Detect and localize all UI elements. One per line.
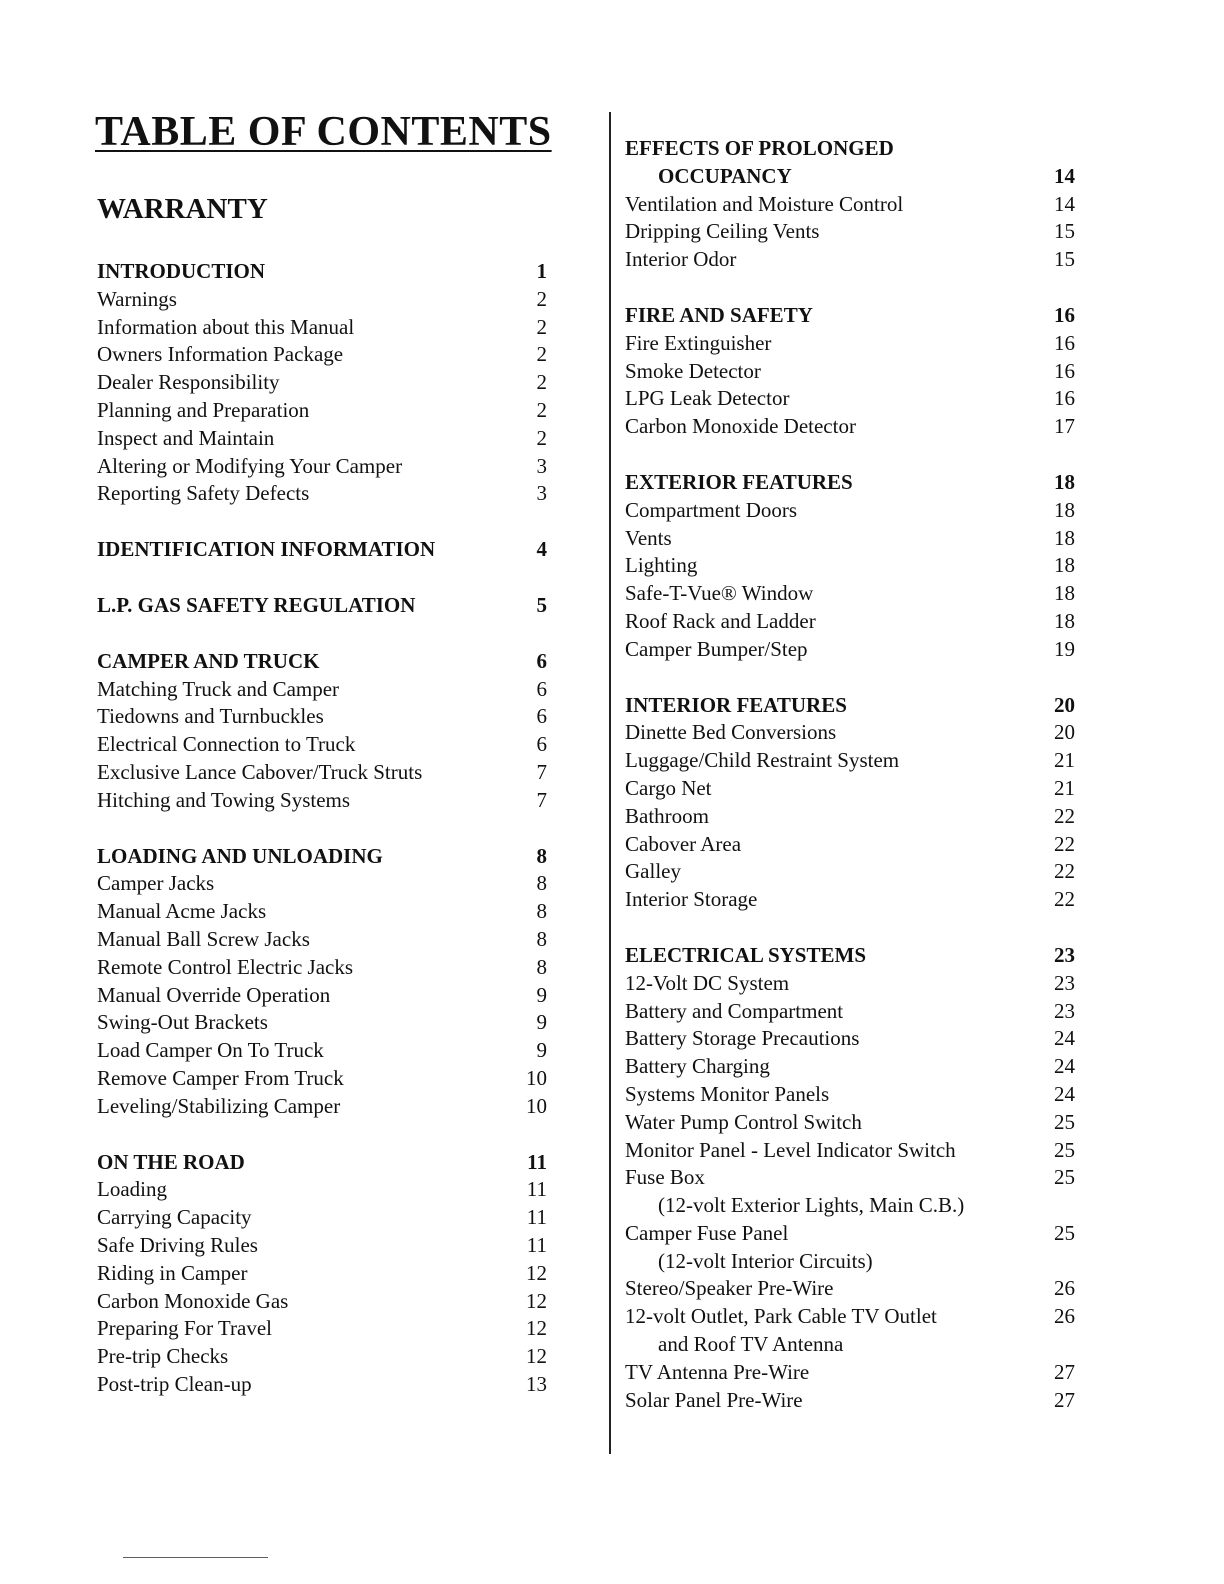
column-divider — [609, 112, 611, 1454]
page-number: 2 — [536, 425, 547, 450]
page-number: 23 — [1054, 998, 1075, 1023]
toc-entry-label: Pre-trip Checks — [97, 1344, 229, 1369]
toc-heading-row — [625, 942, 1075, 970]
toc-entry-row — [625, 1248, 1075, 1276]
toc-entry-label: Cabover Area — [625, 831, 742, 856]
page-number: 10 — [526, 1065, 547, 1090]
section-heading: INTRODUCTION — [97, 259, 266, 283]
toc-entry-row — [625, 1053, 1075, 1081]
page-number: 22 — [1054, 859, 1075, 884]
toc-entry-label: Carrying Capacity — [97, 1205, 252, 1230]
toc-entry-row — [625, 413, 1075, 441]
toc-section-on-the-road — [97, 1149, 547, 1399]
toc-entry-row — [625, 1275, 1075, 1303]
page-number: 24 — [1054, 1026, 1075, 1051]
toc-entry-row — [97, 898, 547, 926]
toc-entry-row — [625, 358, 1075, 386]
toc-entry-row — [625, 1387, 1075, 1415]
toc-entry-label: Stereo/Speaker Pre-Wire — [625, 1276, 834, 1301]
toc-entry-row — [97, 870, 547, 898]
section-heading: ELECTRICAL SYSTEMS — [625, 942, 866, 967]
page-number: 12 — [526, 1260, 547, 1285]
toc-entry-row — [625, 831, 1075, 859]
toc-entry-row — [625, 385, 1075, 413]
section-gap — [97, 508, 547, 536]
page-number: 2 — [536, 342, 547, 367]
toc-entry-label: Camper Bumper/Step — [625, 636, 808, 661]
toc-entry-label: Remote Control Electric Jacks — [97, 954, 354, 979]
section-gap — [625, 274, 1075, 302]
page-number: 8 — [536, 871, 547, 896]
page-number: 14 — [1054, 191, 1075, 216]
toc-entry-row — [97, 759, 547, 787]
toc-entry-row — [97, 703, 547, 731]
toc-entry-row — [625, 1137, 1075, 1165]
page-number: 2 — [536, 314, 547, 339]
page-number: 9 — [536, 982, 547, 1007]
toc-entry-row — [97, 1288, 547, 1316]
toc-entry-row — [625, 1025, 1075, 1053]
toc-section-camper-and-truck — [97, 648, 547, 815]
page-number: 24 — [1054, 1081, 1075, 1106]
toc-section-interior-features — [625, 692, 1075, 914]
toc-section-identification-information — [97, 536, 547, 564]
page-number: 3 — [536, 453, 547, 478]
page-number: 26 — [1054, 1304, 1075, 1329]
toc-entry-label: Riding in Camper — [97, 1260, 248, 1285]
toc-entry-row — [625, 775, 1075, 803]
page-number: 2 — [536, 397, 547, 422]
toc-entry-label: Inspect and Maintain — [97, 425, 275, 450]
toc-entry-label: Exclusive Lance Cabover/Truck Struts — [97, 759, 423, 784]
toc-entry-label: Battery and Compartment — [625, 998, 844, 1023]
toc-entry-row — [625, 525, 1075, 553]
toc-entry-label: (12-volt Interior Circuits) — [658, 1248, 873, 1273]
toc-entry-label: Monitor Panel - Level Indicator Switch — [625, 1137, 956, 1162]
toc-entry-row — [625, 552, 1075, 580]
toc-entry-row — [625, 1220, 1075, 1248]
toc-section-electrical-systems — [625, 942, 1075, 1415]
page-number: 4 — [536, 537, 547, 562]
page-number: 20 — [1054, 692, 1075, 717]
section-heading: L.P. GAS SAFETY REGULATION — [97, 592, 416, 617]
section-gap — [625, 441, 1075, 469]
toc-entry-row — [97, 982, 547, 1010]
page-number: 15 — [1054, 247, 1075, 272]
section-heading: EXTERIOR FEATURES — [625, 469, 853, 494]
toc-entry-row — [625, 330, 1075, 358]
toc-heading-row — [97, 258, 547, 286]
toc-entry-row — [625, 803, 1075, 831]
page-number: 21 — [1054, 775, 1075, 800]
toc-entry-label: Roof Rack and Ladder — [625, 608, 816, 633]
page-number: 8 — [536, 899, 547, 924]
toc-entry-label: Warnings — [97, 286, 177, 311]
section-heading: LOADING AND UNLOADING — [97, 843, 383, 868]
toc-entry-row — [97, 731, 547, 759]
toc-section-effects-of-prolonged — [625, 135, 1075, 274]
toc-section-l-p-gas-safety-regulation — [97, 592, 547, 620]
page-number: 7 — [536, 787, 547, 812]
page-number: 7 — [536, 759, 547, 784]
toc-heading-row — [97, 843, 547, 871]
toc-entry-label: Altering or Modifying Your Camper — [97, 453, 403, 478]
toc-heading-row — [625, 163, 1075, 191]
page-number: 25 — [1054, 1165, 1075, 1190]
toc-entry-label: Camper Fuse Panel — [625, 1220, 789, 1245]
toc-entry-row — [97, 453, 547, 481]
page-number: 18 — [1054, 608, 1075, 633]
toc-entry-label: Manual Ball Screw Jacks — [97, 926, 310, 951]
page-number: 18 — [1054, 581, 1075, 606]
section-heading: ON THE ROAD — [97, 1149, 245, 1174]
page-number: 25 — [1054, 1137, 1075, 1162]
toc-entry-label: Galley — [625, 859, 681, 884]
toc-entry-label: Safe-T-Vue® Window — [625, 581, 814, 606]
toc-entry-label: Carbon Monoxide Gas — [97, 1288, 289, 1313]
toc-entry-label: Matching Truck and Camper — [97, 676, 340, 701]
toc-entry-row — [625, 998, 1075, 1026]
page-number: 22 — [1054, 803, 1075, 828]
toc-entry-row — [97, 1065, 547, 1093]
page-number: 25 — [1054, 1109, 1075, 1134]
page-number: 13 — [526, 1371, 547, 1396]
toc-entry-row — [97, 1037, 547, 1065]
toc-entry-label: Fire Extinguisher — [625, 330, 772, 355]
toc-entry-label: Lighting — [625, 553, 698, 578]
toc-entry-label: Bathroom — [625, 803, 709, 828]
toc-entry-label: TV Antenna Pre-Wire — [625, 1359, 810, 1384]
page-number: 18 — [1054, 553, 1075, 578]
toc-entry-label: Tiedowns and Turnbuckles — [97, 704, 324, 729]
toc-section-introduction — [97, 258, 547, 508]
toc-entry-row — [625, 580, 1075, 608]
toc-entry-row — [97, 1232, 547, 1260]
toc-entry-label: Planning and Preparation — [97, 397, 310, 422]
toc-entry-row — [625, 1359, 1075, 1387]
page-number: 5 — [536, 592, 547, 617]
page-number: 11 — [526, 1205, 547, 1230]
toc-heading-row — [625, 135, 1075, 163]
toc-entry-row — [625, 246, 1075, 274]
page-number: 9 — [536, 1038, 547, 1063]
page-number: 8 — [536, 843, 547, 868]
page-number: 15 — [1054, 219, 1075, 244]
toc-entry-label: Camper Jacks — [97, 871, 215, 896]
page-number: 10 — [526, 1093, 547, 1118]
page-number: 18 — [1054, 525, 1075, 550]
toc-entry-row — [625, 858, 1075, 886]
toc-heading-row — [97, 1149, 547, 1177]
toc-entry-label: Compartment Doors — [625, 497, 798, 522]
right-column — [625, 135, 1075, 1414]
page-number: 26 — [1054, 1276, 1075, 1301]
section-gap — [97, 1121, 547, 1149]
toc-entry-label: 12-Volt DC System — [625, 970, 790, 995]
section-gap — [97, 815, 547, 843]
toc-entry-row — [625, 497, 1075, 525]
toc-entry-label: Reporting Safety Defects — [97, 481, 310, 506]
toc-entry-row — [97, 480, 547, 508]
page-number: 16 — [1054, 386, 1075, 411]
toc-entry-row — [97, 286, 547, 314]
page-number: 16 — [1054, 330, 1075, 355]
toc-entry-row — [97, 425, 547, 453]
toc-entry-label: Interior Storage — [625, 887, 758, 912]
toc-entry-row — [97, 369, 547, 397]
toc-entry-label: Load Camper On To Truck — [97, 1038, 324, 1063]
page-number: 1 — [536, 259, 547, 283]
toc-entry-label: Manual Override Operation — [97, 982, 331, 1007]
toc-entry-row — [625, 1192, 1075, 1220]
toc-entry-label: Vents — [625, 525, 672, 550]
page-number: 6 — [536, 676, 547, 701]
page-title: TABLE OF CONTENTS — [95, 109, 552, 155]
page-number: 2 — [536, 286, 547, 311]
toc-entry-row — [97, 314, 547, 342]
toc-entry-label: Manual Acme Jacks — [97, 899, 267, 924]
toc-entry-label: Solar Panel Pre-Wire — [625, 1387, 803, 1412]
page-number: 18 — [1054, 497, 1075, 522]
toc-entry-label: (12-volt Exterior Lights, Main C.B.) — [658, 1193, 965, 1218]
section-heading: OCCUPANCY — [658, 163, 792, 188]
page-number: 22 — [1054, 831, 1075, 856]
section-heading: INTERIOR FEATURES — [625, 692, 847, 717]
toc-entry-row — [625, 608, 1075, 636]
toc-entry-row — [97, 1260, 547, 1288]
toc-entry-row — [97, 1093, 547, 1121]
section-gap — [625, 664, 1075, 692]
footer-rule — [123, 1557, 268, 1558]
toc-heading-row — [625, 692, 1075, 720]
page-number: 17 — [1054, 414, 1075, 439]
toc-entry-label: Ventilation and Moisture Control — [625, 191, 904, 216]
toc-entry-row — [97, 676, 547, 704]
toc-entry-label: Safe Driving Rules — [97, 1232, 258, 1257]
page-number: 22 — [1054, 887, 1075, 912]
toc-section-fire-and-safety — [625, 302, 1075, 441]
toc-entry-label: Fuse Box — [625, 1165, 705, 1190]
toc-entry-label: LPG Leak Detector — [625, 386, 790, 411]
toc-entry-label: Systems Monitor Panels — [625, 1081, 830, 1106]
toc-heading-row — [625, 469, 1075, 497]
toc-entry-label: Leveling/Stabilizing Camper — [97, 1093, 341, 1118]
toc-entry-label: Dripping Ceiling Vents — [625, 219, 820, 244]
toc-entry-label: Information about this Manual — [97, 314, 355, 339]
toc-entry-row — [625, 1303, 1075, 1331]
page-number: 27 — [1054, 1387, 1075, 1412]
section-heading: FIRE AND SAFETY — [625, 302, 813, 327]
page-number: 11 — [526, 1177, 547, 1202]
page-number: 25 — [1054, 1220, 1075, 1245]
section-gap — [97, 564, 547, 592]
toc-entry-label: 12-volt Outlet, Park Cable TV Outlet — [625, 1304, 937, 1329]
toc-entry-row — [625, 970, 1075, 998]
section-heading: CAMPER AND TRUCK — [97, 648, 320, 673]
toc-entry-label: Water Pump Control Switch — [625, 1109, 862, 1134]
toc-entry-row — [625, 191, 1075, 219]
page-number: 2 — [536, 370, 547, 395]
toc-entry-label: Loading — [97, 1177, 167, 1202]
page-number: 8 — [536, 954, 547, 979]
page-number: 12 — [526, 1288, 547, 1313]
toc-heading-row — [97, 536, 547, 564]
toc-entry-row — [625, 1331, 1075, 1359]
page-number: 23 — [1054, 942, 1075, 967]
toc-entry-label: Cargo Net — [625, 775, 712, 800]
toc-entry-label: Dealer Responsibility — [97, 370, 280, 395]
toc-entry-label: Carbon Monoxide Detector — [625, 414, 856, 439]
page-number: 11 — [526, 1232, 547, 1257]
page-number: 18 — [1054, 469, 1075, 494]
page-number: 16 — [1054, 302, 1075, 327]
toc-entry-row — [97, 926, 547, 954]
toc-entry-row — [97, 1176, 547, 1204]
page-number: 19 — [1054, 636, 1075, 661]
toc-entry-label: Post-trip Clean-up — [97, 1371, 252, 1396]
toc-heading-row — [625, 302, 1075, 330]
page-number: 23 — [1054, 970, 1075, 995]
toc-heading-row — [97, 648, 547, 676]
page-number: 3 — [536, 481, 547, 506]
page-number: 12 — [526, 1344, 547, 1369]
toc-entry-label: Smoke Detector — [625, 358, 761, 383]
warranty-heading: WARRANTY — [97, 193, 268, 225]
toc-entry-row — [625, 886, 1075, 914]
toc-entry-row — [97, 1009, 547, 1037]
page-number: 14 — [1054, 163, 1075, 188]
toc-entry-row — [625, 1081, 1075, 1109]
toc-entry-label: Swing-Out Brackets — [97, 1010, 268, 1035]
page-number: 27 — [1054, 1359, 1075, 1384]
toc-entry-row — [97, 1204, 547, 1232]
toc-entry-row — [625, 747, 1075, 775]
toc-entry-row — [625, 218, 1075, 246]
toc-entry-label: Luggage/Child Restraint System — [625, 748, 900, 773]
toc-section-exterior-features — [625, 469, 1075, 664]
toc-entry-row — [97, 341, 547, 369]
toc-entry-label: Owners Information Package — [97, 342, 344, 367]
section-heading: IDENTIFICATION INFORMATION — [97, 537, 436, 562]
toc-entry-label: Dinette Bed Conversions — [625, 720, 837, 745]
toc-entry-label: Hitching and Towing Systems — [97, 787, 351, 812]
page-number: 16 — [1054, 358, 1075, 383]
toc-entry-row — [625, 636, 1075, 664]
toc-entry-row — [625, 719, 1075, 747]
page-number: 6 — [536, 704, 547, 729]
toc-entry-row — [97, 397, 547, 425]
toc-entry-row — [625, 1164, 1075, 1192]
page-number: 6 — [536, 648, 547, 673]
toc-heading-row — [97, 592, 547, 620]
page-number: 11 — [527, 1149, 547, 1174]
page-number: 8 — [536, 926, 547, 951]
toc-section-loading-and-unloading — [97, 843, 547, 1121]
section-gap — [625, 914, 1075, 942]
toc-entry-row — [97, 1343, 547, 1371]
toc-entry-label: Battery Charging — [625, 1054, 770, 1079]
page-number: 24 — [1054, 1054, 1075, 1079]
page-number: 20 — [1054, 720, 1075, 745]
section-heading: EFFECTS OF PROLONGED — [625, 136, 894, 160]
left-column — [97, 258, 547, 1399]
toc-entry-row — [97, 1315, 547, 1343]
page-number: 6 — [536, 732, 547, 757]
toc-entry-label: Preparing For Travel — [97, 1316, 272, 1341]
page-number: 21 — [1054, 748, 1075, 773]
toc-entry-label: Interior Odor — [625, 247, 737, 272]
toc-entry-label: Battery Storage Precautions — [625, 1026, 860, 1051]
toc-entry-label: Electrical Connection to Truck — [97, 732, 356, 757]
page-number: 9 — [536, 1010, 547, 1035]
section-gap — [97, 620, 547, 648]
toc-entry-label: and Roof TV Antenna — [658, 1332, 844, 1357]
toc-entry-row — [97, 954, 547, 982]
toc-entry-row — [97, 1371, 547, 1399]
toc-entry-row — [97, 787, 547, 815]
toc-entry-label: Remove Camper From Truck — [97, 1065, 344, 1090]
page-number: 12 — [526, 1316, 547, 1341]
toc-entry-row — [625, 1109, 1075, 1137]
